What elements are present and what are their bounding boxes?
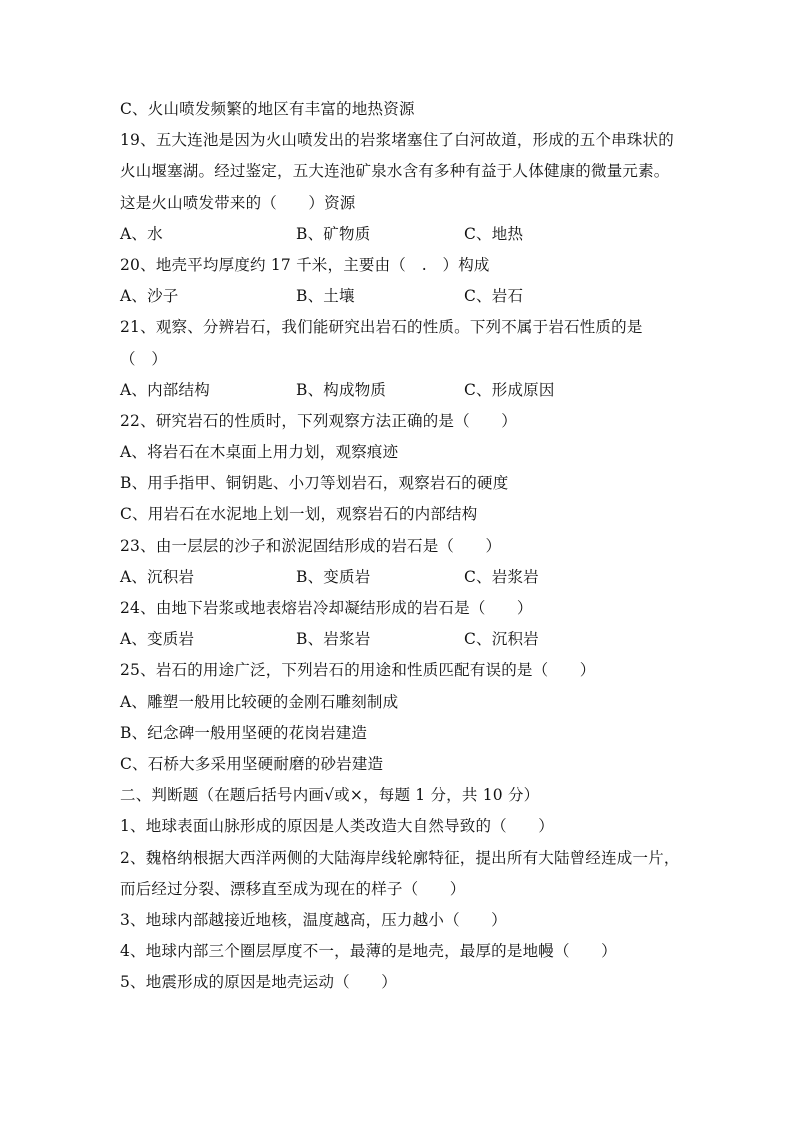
option-a: A、沉积岩: [120, 567, 195, 586]
option-a: A、内部结构: [120, 380, 210, 399]
question-20: 20、地壳平均厚度约 17 千米，主要由（ . ）构成: [120, 255, 490, 274]
judgement-4: 4、地球内部三个圈层厚度不一，最薄的是地壳，最厚的是地幔（ ）: [120, 942, 617, 961]
option-b: B、土壤: [296, 287, 355, 306]
question-19-line-3: 这是火山喷发带来的（ ）资源: [120, 193, 356, 212]
option-b: B、变质岩: [296, 567, 371, 586]
answer-option-c-q18: C、火山喷发频繁的地区有丰富的地热资源: [120, 100, 415, 118]
question-21-options: [120, 375, 700, 406]
judgement-2-line-2: 而后经过分裂、漂移直至成为现在的样子（ ）: [120, 879, 466, 898]
question-19-line-1: 19、五大连池是因为火山喷发出的岩浆堵塞住了白河故道，形成的五个串珠状的: [120, 131, 674, 150]
judgement-2-line-1: 2、魏格纳根据大西洋两侧的大陆海岸线轮廓特征，提出所有大陆曾经连成一片，: [120, 848, 680, 867]
option-c: C、岩石: [464, 287, 524, 306]
question-24: 24、由地下岩浆或地表熔岩冷却凝结形成的岩石是（ ）: [120, 599, 533, 617]
option-c: C、地热: [464, 224, 524, 243]
option-a: A、水: [120, 224, 163, 243]
question-22-option-b: B、用手指甲、铜钥匙、小刀等划岩石，观察岩石的硬度: [120, 474, 509, 493]
option-b: B、岩浆岩: [296, 630, 371, 649]
question-21-line-1: 21、观察、分辨岩石，我们能研究出岩石的性质。下列不属于岩石性质的是: [120, 318, 643, 337]
question-22-option-a: A、将岩石在木桌面上用力划，观察痕迹: [120, 443, 399, 462]
question-25-option-b: B、纪念碑一般用坚硬的花岗岩建造: [120, 723, 368, 742]
option-c: C、形成原因: [464, 380, 555, 399]
question-19-options: [120, 219, 700, 250]
judgement-1: 1、地球表面山脉形成的原因是人类改造大自然导致的（ ）: [120, 817, 554, 836]
option-a: A、变质岩: [120, 630, 195, 649]
option-a: A、沙子: [120, 287, 179, 306]
question-22-option-c: C、用岩石在水泥地上划一划，观察岩石的内部结构: [120, 505, 478, 524]
question-21-line-2: （ ）: [120, 349, 168, 368]
question-20-options: [120, 281, 700, 312]
question-25-option-a: A、雕塑一般用比较硬的金刚石雕刻制成: [120, 692, 399, 711]
document-page: [120, 94, 700, 998]
question-25: 25、岩石的用途广泛，下列岩石的用途和性质匹配有误的是（ ）: [120, 661, 596, 680]
question-19-line-2: 火山堰塞湖。经过鉴定，五大连池矿泉水含有多种有益于人体健康的微量元素。: [120, 162, 670, 181]
judgement-5: 5、地震形成的原因是地壳运动（ ）: [120, 973, 397, 992]
section-heading-judgement: 二、判断题（在题后括号内画√或×，每题 1 分，共 10 分）: [120, 786, 540, 805]
question-22: 22、研究岩石的性质时，下列观察方法正确的是（ ）: [120, 411, 517, 430]
question-25-option-c: C、石桥大多采用坚硬耐磨的砂岩建造: [120, 754, 384, 773]
question-24-options: [120, 624, 700, 655]
option-c: C、沉积岩: [464, 630, 539, 649]
question-23: 23、由一层层的沙子和淤泥固结形成的岩石是（ ）: [120, 536, 502, 555]
question-23-options: [120, 562, 700, 593]
judgement-3: 3、地球内部越接近地核，温度越高，压力越小（ ）: [120, 910, 507, 929]
option-b: B、构成物质: [296, 380, 387, 399]
option-b: B、矿物质: [296, 224, 371, 243]
option-c: C、岩浆岩: [464, 567, 539, 586]
